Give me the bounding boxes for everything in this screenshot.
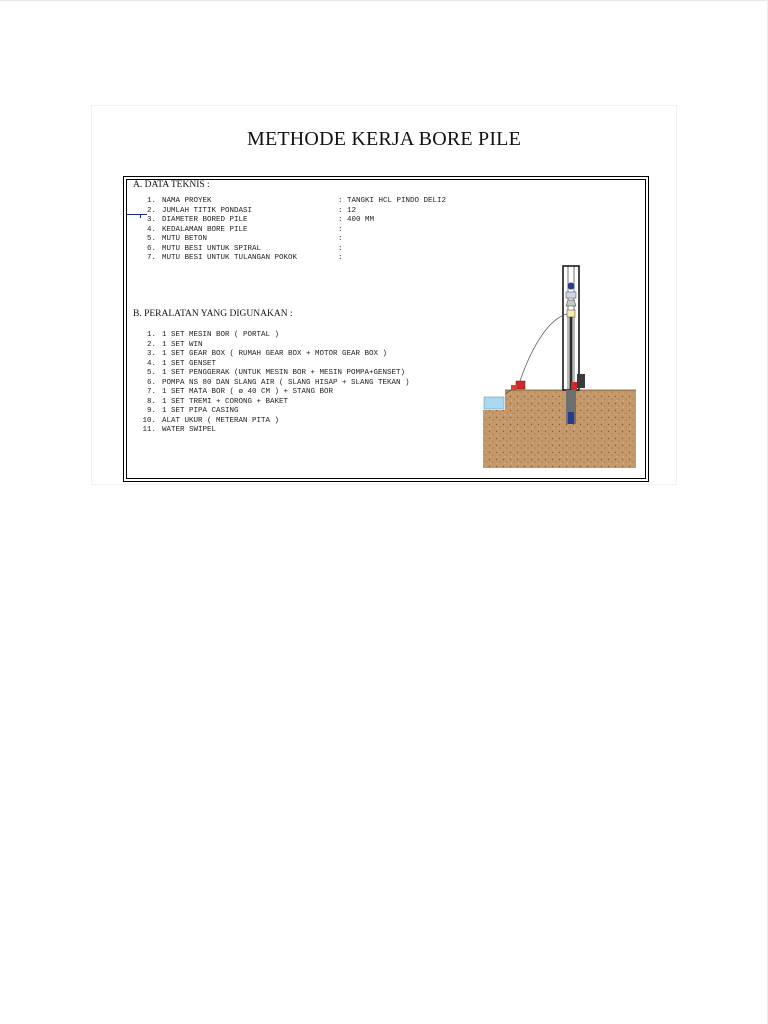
list-item bbox=[140, 369, 480, 379]
item-number: 3. bbox=[146, 350, 156, 358]
list-item bbox=[140, 254, 480, 264]
drill-bit-icon bbox=[568, 412, 574, 424]
item-number: 6. bbox=[146, 244, 156, 253]
list-item bbox=[140, 360, 480, 370]
item-label: 1 SET TREMI + CORONG + BAKET bbox=[162, 397, 289, 406]
water-icon bbox=[484, 397, 504, 409]
item-number: 8. bbox=[146, 397, 156, 406]
list-item bbox=[140, 226, 480, 236]
item-number: 7. bbox=[146, 254, 156, 262]
list-item bbox=[140, 341, 480, 351]
bore-pile-rig-illustration bbox=[481, 262, 638, 470]
item-label: MUTU BESI UNTUK SPIRAL bbox=[162, 244, 262, 253]
item-label: MUTU BETON bbox=[162, 235, 208, 243]
winch-icon bbox=[568, 283, 575, 290]
technical-data-list bbox=[140, 197, 480, 264]
list-item bbox=[140, 245, 480, 255]
item-number: 1. bbox=[146, 331, 156, 339]
equipment-list bbox=[140, 331, 480, 436]
item-number: 2. bbox=[146, 206, 156, 215]
list-item bbox=[140, 216, 480, 226]
list-item bbox=[140, 207, 480, 217]
item-value: : 400 MM bbox=[338, 216, 375, 224]
item-label: KEDALAMAN BORE PILE bbox=[162, 225, 248, 234]
section-b-heading: B. PERALATAN YANG DIGUNAKAN : bbox=[133, 309, 293, 319]
list-item bbox=[140, 235, 480, 245]
item-label: 1 SET PENGGERAK (UNTUK MESIN BOR + MESIN POMPA+GENSET) bbox=[162, 369, 406, 377]
genset-icon bbox=[577, 374, 585, 388]
item-number: 1. bbox=[146, 197, 156, 205]
list-item bbox=[140, 407, 480, 417]
item-label: ALAT UKUR ( METERAN PITA ) bbox=[162, 416, 280, 425]
item-label: NAMA PROYEK bbox=[162, 197, 212, 205]
list-item bbox=[140, 379, 480, 389]
pump-hose bbox=[519, 314, 567, 384]
list-item bbox=[140, 197, 480, 207]
item-number: 10. bbox=[142, 416, 156, 425]
item-number: 11. bbox=[142, 426, 156, 434]
item-label: 1 SET MATA BOR ( ø 40 CM ) + STANG BOR bbox=[162, 388, 334, 396]
page-edge bbox=[0, 0, 768, 1]
list-item bbox=[140, 350, 480, 360]
item-label: 1 SET WIN bbox=[162, 340, 203, 349]
section-a-heading: A. DATA TEKNIS : bbox=[133, 180, 210, 190]
item-number: 4. bbox=[146, 359, 156, 368]
item-number: 6. bbox=[146, 378, 156, 387]
item-label: 1 SET GEAR BOX ( RUMAH GEAR BOX + MOTOR GEAR BOX ) bbox=[162, 350, 388, 358]
item-value: : bbox=[338, 235, 343, 243]
item-label: POMPA NS 80 DAN SLANG AIR ( SLANG HISAP + SLANG TEKAN ) bbox=[162, 378, 410, 387]
item-label: WATER SWIPEL bbox=[162, 426, 217, 434]
item-number: 5. bbox=[146, 369, 156, 377]
item-value: : bbox=[338, 254, 343, 262]
gearbox-icon bbox=[566, 300, 576, 306]
item-label: 1 SET MESIN BOR ( PORTAL ) bbox=[162, 331, 280, 339]
item-number: 9. bbox=[146, 407, 156, 415]
list-item bbox=[140, 331, 480, 341]
list-item bbox=[140, 417, 480, 427]
list-item bbox=[140, 426, 480, 436]
item-label: MUTU BESI UNTUK TULANGAN POKOK bbox=[162, 254, 298, 262]
item-value: : bbox=[338, 244, 343, 253]
soil-ground bbox=[483, 390, 636, 468]
item-label: DIAMETER BORED PILE bbox=[162, 216, 248, 224]
list-item bbox=[140, 398, 480, 408]
item-value: : 12 bbox=[338, 206, 357, 215]
item-label: 1 SET PIPA CASING bbox=[162, 407, 239, 415]
pump-icon bbox=[516, 381, 525, 389]
document-title: METHODE KERJA BORE PILE bbox=[246, 128, 522, 150]
item-number: 3. bbox=[146, 216, 156, 224]
item-number: 2. bbox=[146, 340, 156, 349]
item-number: 5. bbox=[146, 235, 156, 243]
item-number: 4. bbox=[146, 225, 156, 234]
item-number: 7. bbox=[146, 388, 156, 396]
item-value: : TANGKI HCL PINDO DELI2 bbox=[338, 197, 447, 205]
item-label: JUMLAH TITIK PONDASI bbox=[162, 206, 253, 215]
item-value: : bbox=[338, 225, 343, 234]
list-item bbox=[140, 388, 480, 398]
item-label: 1 SET GENSET bbox=[162, 359, 217, 368]
